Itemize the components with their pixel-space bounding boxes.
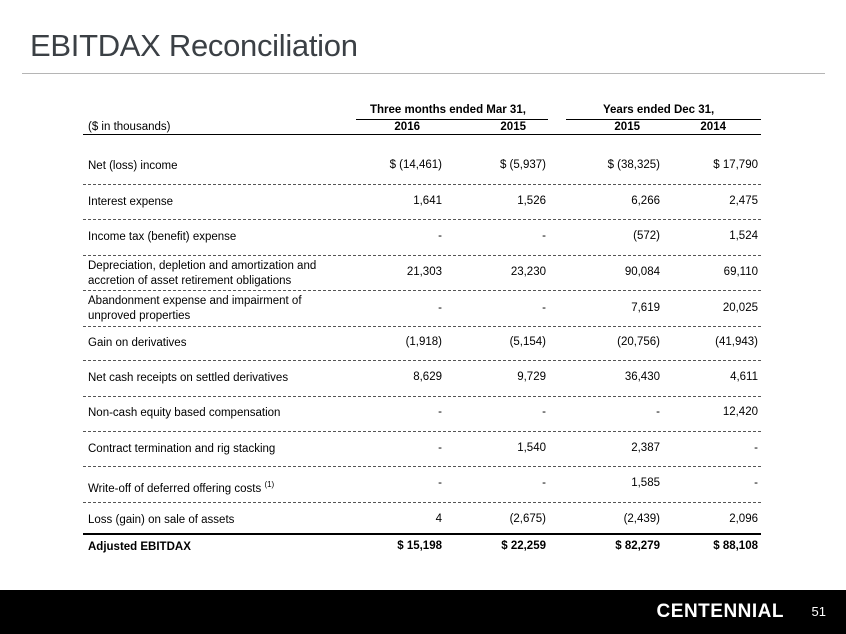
group-rule-year: [566, 119, 761, 120]
cell-q2015: 9,729: [517, 371, 546, 383]
cell-y2014: 1,524: [729, 230, 758, 242]
col-header-q2015: 2015: [500, 121, 526, 133]
group-rule-quarter: [356, 119, 548, 120]
row-separator: [83, 502, 761, 503]
page-title: EBITDAX Reconciliation: [30, 28, 358, 63]
cell-y2014: -: [754, 477, 758, 489]
cell-q2016: -: [438, 477, 442, 489]
cell-y2015: 2,387: [631, 442, 660, 454]
cell-q2015: (5,154): [509, 336, 546, 348]
cell-q2016: 8,629: [413, 371, 442, 383]
row-label: Loss (gain) on sale of assets: [88, 514, 235, 526]
footer-bar: [0, 590, 846, 634]
cell-y2014: $ 17,790: [713, 159, 758, 171]
row-label: Depreciation, depletion and amortization and: [88, 260, 317, 272]
total-y2015: $ 82,279: [615, 540, 660, 552]
cell-y2014: 2,475: [729, 195, 758, 207]
cell-q2016: -: [438, 302, 442, 314]
row-label: Contract termination and rig stacking: [88, 443, 276, 455]
cell-q2015: -: [542, 477, 546, 489]
col-header-y2014: 2014: [700, 121, 726, 133]
cell-y2014: (41,943): [715, 336, 758, 348]
header-group-quarter: Three months ended Mar 31,: [370, 104, 526, 116]
cell-q2015: -: [542, 406, 546, 418]
cell-q2016: -: [438, 442, 442, 454]
total-label: Adjusted EBITDAX: [88, 541, 191, 553]
cell-y2015: (572): [633, 230, 660, 242]
cell-q2016: 21,303: [406, 266, 442, 278]
cell-y2014: 12,420: [722, 406, 758, 418]
col-header-y2015: 2015: [614, 121, 640, 133]
cell-y2015: 90,084: [624, 266, 660, 278]
header-rule: [83, 134, 761, 135]
units-label: ($ in thousands): [88, 121, 171, 133]
cell-y2015: 6,266: [631, 195, 660, 207]
row-separator: [83, 466, 761, 467]
row-separator: [83, 360, 761, 361]
row-separator: [83, 326, 761, 327]
row-separator: [83, 431, 761, 432]
row-label-line2: accretion of asset retirement obligations: [88, 275, 292, 287]
cell-q2016: -: [438, 406, 442, 418]
row-separator: [83, 396, 761, 397]
row-label-text: Write-off of deferred offering costs: [88, 482, 262, 495]
cell-q2016: (1,918): [405, 336, 442, 348]
cell-q2015: 23,230: [510, 266, 546, 278]
total-rule: [83, 533, 761, 535]
cell-q2015: -: [542, 302, 546, 314]
row-separator: [83, 255, 761, 256]
cell-y2015: -: [656, 406, 660, 418]
cell-y2015: (2,439): [623, 513, 660, 525]
row-label-line2: unproved properties: [88, 310, 191, 322]
cell-y2015: 36,430: [624, 371, 660, 383]
total-q2016: $ 15,198: [397, 540, 442, 552]
company-logo: CENTENNIAL: [656, 601, 784, 622]
row-separator: [83, 184, 761, 185]
cell-q2015: 1,526: [517, 195, 546, 207]
row-label: Abandonment expense and impairment of: [88, 295, 302, 307]
footnote-marker: (1): [264, 480, 275, 489]
cell-q2015: $ (5,937): [499, 159, 546, 171]
row-label: Interest expense: [88, 196, 174, 208]
row-label: Income tax (benefit) expense: [88, 231, 237, 243]
cell-y2014: -: [754, 442, 758, 454]
cell-q2016: -: [438, 230, 442, 242]
cell-y2014: 20,025: [722, 302, 758, 314]
row-separator: [83, 219, 761, 220]
row-label: Net cash receipts on settled derivatives: [88, 372, 289, 384]
cell-y2015: (20,756): [617, 336, 660, 348]
cell-y2014: 2,096: [729, 513, 758, 525]
cell-q2016: 4: [435, 513, 442, 525]
cell-q2015: -: [542, 230, 546, 242]
row-label: Net (loss) income: [88, 160, 178, 172]
total-y2014: $ 88,108: [713, 540, 758, 552]
cell-y2015: 1,585: [631, 477, 660, 489]
cell-y2015: $ (38,325): [607, 159, 660, 171]
cell-y2015: 7,619: [631, 302, 660, 314]
col-header-q2016: 2016: [394, 121, 420, 133]
row-label: [88, 477, 274, 497]
page-number: 51: [811, 604, 826, 619]
cell-q2015: (2,675): [509, 513, 546, 525]
cell-q2015: 1,540: [517, 442, 546, 454]
cell-y2014: 4,611: [730, 371, 758, 383]
title-divider: [22, 73, 825, 74]
header-group-year: Years ended Dec 31,: [603, 104, 715, 116]
cell-y2014: 69,110: [723, 266, 758, 278]
cell-q2016: 1,641: [413, 195, 442, 207]
cell-q2016: $ (14,461): [389, 159, 442, 171]
row-separator: [83, 290, 761, 291]
row-label: Gain on derivatives: [88, 337, 187, 349]
total-q2015: $ 22,259: [501, 540, 546, 552]
row-label: Non-cash equity based compensation: [88, 407, 281, 419]
